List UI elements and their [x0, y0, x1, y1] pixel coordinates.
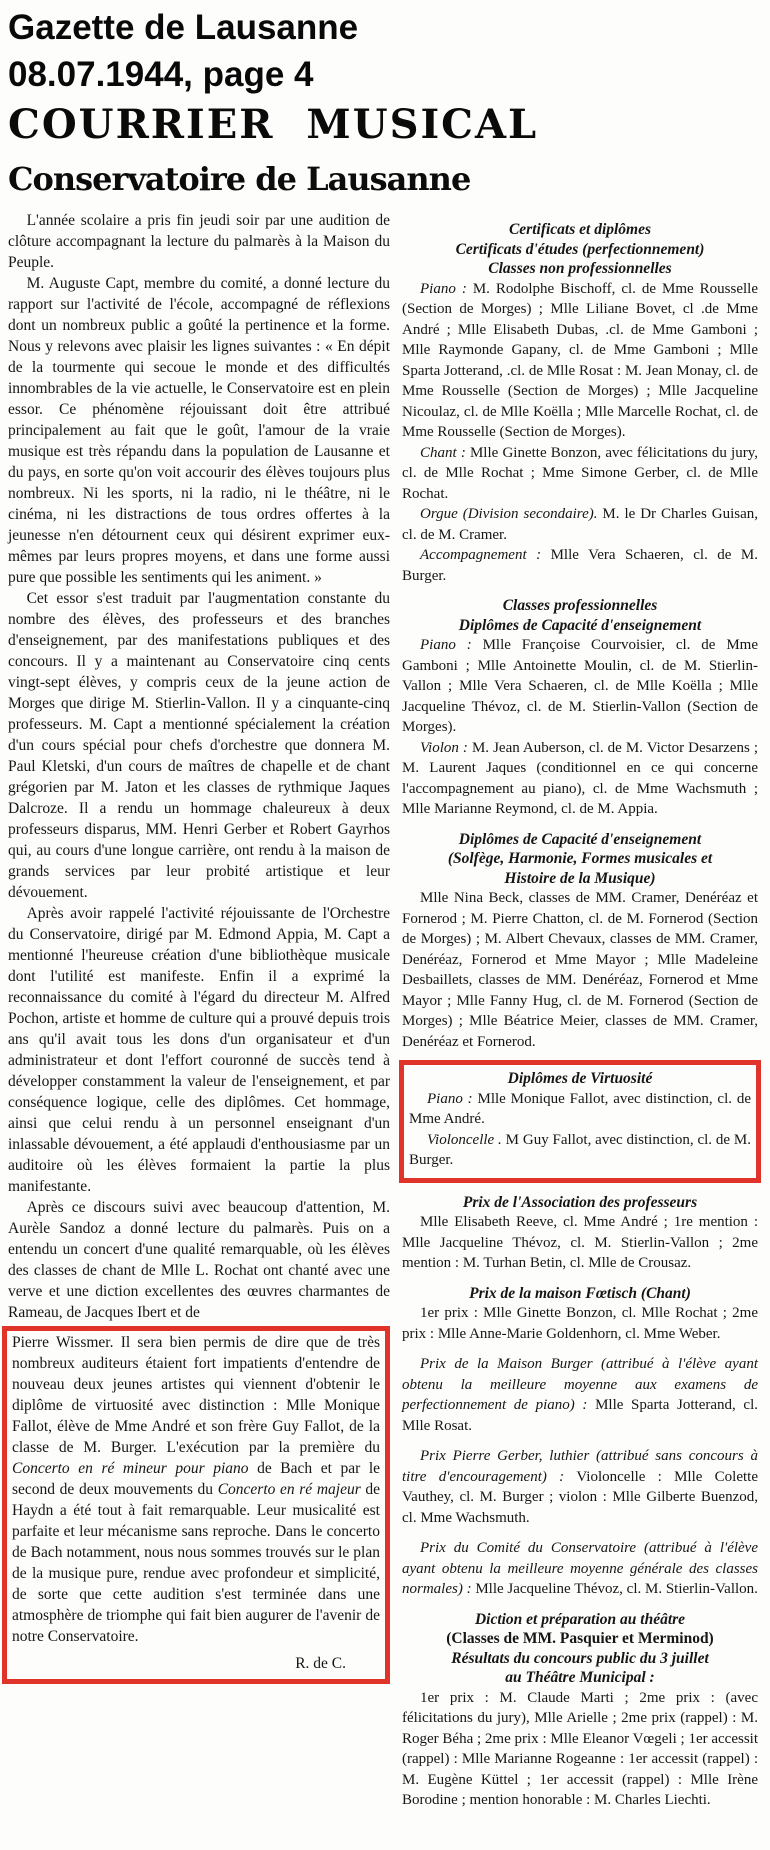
- section-title: COURRIER MUSICAL: [8, 101, 539, 148]
- palmares-entry: Piano : M. Rodolphe Bischoff, cl. de Mme Rousselle (Section de Morges) ; Mlle Liliane Bovet, cl .de Mme André ; Mlle Elisabeth Dubas, .cl. de Mme Gamboni ; Mlle Raymonde Gapany, cl. de Mme Gamboni ; Mlle Sparta Jotterand, .cl. de Mlle Rosat : M. Jean Monay, cl. de Mme Rousselle (Section de Morges) ; Mlle Jacqueline Nicoulaz, cl. de Mlle Koëlla ; Mlle Marcelle Rochat, cl. de Mme Rousselle (Section de Morges).: [402, 280, 759, 440]
- palmares-entry: Prix Pierre Gerber, luthier (attribué sans concours à titre d'encouragement) : Violoncelle : Mlle Colette Vauthey, cl. M. Burger ; violon : Mlle Gilberte Buenzod, cl. Mme Wachsmuth.: [402, 1448, 758, 1526]
- article-columns: [8, 160, 766, 1811]
- section-heading: Diction et préparation au théâtre: [474, 1610, 686, 1628]
- section-heading: (Solfège, Harmonie, Formes musicales et: [447, 850, 713, 867]
- palmares-entry: Piano : Mlle Françoise Courvoisier, cl. de Mme Gamboni ; Mlle Antoinette Moulin, cl. de M. Stierlin-Vallon ; Mlle Vera Schaeren, cl. de Mlle Koëlla ; Mlle Jacqueline Thévoz, cl. de M. Stierlin-Vallon (Section de Morges).: [402, 637, 759, 735]
- section-heading: Diplômes de Capacité d'enseignement: [458, 616, 702, 634]
- right-column: [402, 160, 758, 1811]
- section-heading: Diplômes de Capacité d'enseignement: [458, 830, 702, 848]
- palmares-entry: Piano : Mlle Monique Fallot, avec distinction, cl. de Mme André.: [409, 1090, 751, 1127]
- category-label: Piano :: [427, 1090, 478, 1107]
- category-label: Piano :: [420, 280, 473, 297]
- palmares-section: [409, 1069, 751, 1171]
- section-heading: Prix de la maison Fœtisch (Chant): [469, 1284, 691, 1302]
- work-title: Concerto en ré mineur pour piano: [12, 1460, 249, 1477]
- highlighted-passage-box: [2, 1326, 390, 1684]
- category-label: Prix de la Maison Burger (attribué à l'élève ayant obtenu la meilleure moyenne aux examens de perfectionnement de piano) :: [402, 1356, 758, 1413]
- palmares-entry: Orgue (Division secondaire). M. le Dr Charles Guisan, cl. de M. Cramer.: [402, 506, 758, 543]
- article-paragraph: L'année scolaire a pris fin jeudi soir par une audition de clôture accompagnant la lecture du palmarès à la Maison du Peuple.: [8, 212, 390, 271]
- section-heading: Histoire de la Musique): [504, 869, 656, 887]
- category-label: Prix Pierre Gerber, luthier (attribué sans concours à titre d'encouragement) :: [402, 1448, 758, 1485]
- palmares-section: [402, 1284, 758, 1345]
- category-label: Orgue (Division secondaire).: [420, 506, 603, 522]
- palmares-section: [402, 220, 758, 586]
- source-date-page: 08.07.1944, page 4: [8, 55, 314, 94]
- highlighted-text: Pierre Wissmer. Il sera bien permis de dire que de très nombreux auditeurs étaient fort impatients d'entendre de nouveau deux jeunes artistes qui viennent d'obtenir le diplôme de virtuosité avec distinction : Mlle Monique Fallot, élève de Mme André et son frère Guy Fallot, de la classe de M. Burger. L'exécution par la première du: [12, 1334, 380, 1456]
- section-heading: au Théâtre Municipal :: [505, 1669, 655, 1686]
- palmares-section: [402, 1446, 758, 1528]
- palmares-section: [402, 1193, 758, 1274]
- highlighted-text: de Bach et par le second de deux mouvements du: [12, 1460, 380, 1498]
- article-paragraph: M. Auguste Capt, membre du comité, a donné lecture du rapport sur l'activité de l'école, accompagné de réflexions dont un nombreux public a goûté la pertinence et la forme. Nous y relevons avec plaisir les lignes suivantes : « En dépit de la tourmente qui secoue le monde et des difficultés innombrables de la vie actuelle, le Conservatoire est en plein essor. Ce phénomène réjouissant doit être attribué principalement au fait que le goût, l'amour de la vraie musique est très répandu dans la population de Lausanne et du pays, en sorte qu'on voit accourir des élèves toujours plus nombreux. Ni les sports, ni la radio, ni le théâtre, ni le cinéma, ni les distractions de tous ordres offertes à la jeunesse n'en détournent ceux qui désirent exprimer eux-mêmes par leurs propres moyens, et dans une forme aussi pure que possible les sentiments qui les animent. »: [8, 275, 390, 586]
- article-paragraph: Après avoir rappelé l'activité réjouissante de l'Orchestre du Conservatoire, dirigé par M. Edmond Appia, M. Capt a mentionné l'heureuse création d'une bibliothèque musicale dont l'utilité est manifeste. Enfin il a exprimé la reconnaissance du comité à l'égard du directeur M. Alfred Pochon, artiste et homme de culture qui a prouvé depuis trois ans qu'il avait tous les dons d'un organisateur et d'un administrateur et dont l'effort couronné de succès tend à développer constamment la valeur de l'enseignement, et par conséquence logique, celle des diplômes. Cet hommage, ainsi que celui rendu à un personnel enseignant d'un inlassable dévouement, a été applaudi d'enthousiasme par un auditoire où les élèves formaient la partie la plus manifestante.: [8, 905, 390, 1195]
- category-label: Accompagnement :: [420, 547, 551, 563]
- category-label: Prix du Comité du Conservatoire (attribué à l'élève ayant obtenu la meilleure moyenne générale des classes normales) :: [402, 1540, 758, 1597]
- palmares-entry: Accompagnement : Mlle Vera Schaeren, cl. de M. Burger.: [402, 547, 759, 584]
- palmares-section: [402, 1354, 758, 1436]
- section-heading: Prix de l'Association des professeurs: [462, 1193, 698, 1211]
- category-label: Chant :: [420, 444, 470, 461]
- palmares-entry: Violoncelle . M Guy Fallot, avec distinction, cl. de M. Burger.: [409, 1131, 751, 1168]
- highlighted-paragraph: [12, 1332, 380, 1647]
- palmares-section: [402, 1538, 758, 1600]
- palmares-entry: Prix de la Maison Burger (attribué à l'élève ayant obtenu la meilleure moyenne aux examens de perfectionnement de piano) : Mlle Sparta Jotterand, cl. Mlle Rosat.: [402, 1356, 758, 1434]
- section-heading: Certificats d'études (perfectionnement): [455, 240, 705, 258]
- palmares-entry: Mlle Elisabeth Reeve, cl. Mme André ; 1re mention : Mlle Jacqueline Thévoz, cl. M. Stierlin-Vallon ; 2me mention : M. Turhan Betin, cl. Mlle de Crousaz.: [402, 1214, 758, 1271]
- category-label: Violoncelle .: [427, 1131, 506, 1148]
- palmares-entry: Mlle Nina Beck, classes de MM. Cramer, Denéréaz et Fornerod ; M. Pierre Chatton, cl. de M. Fornerod (Section de Morges) ; M. Albert Chevaux, classes de MM. Cramer, Denéréaz, Fornerod et Mme Mayor ; Mlle Madeleine Desbaillets, classes de MM. Denéréaz, Fornerod et Mme Mayor ; Mlle Fanny Hug, cl. de M. Fornerod (Section de Morges) ; Mlle Béatrice Meier, classes de MM. Cramer, Denéréaz et Fornerod.: [402, 890, 758, 1050]
- source-title: Gazette de Lausanne: [8, 8, 359, 47]
- palmares-entry: 1er prix : Mlle Ginette Bonzon, cl. Mlle Rochat ; 2me prix : Mlle Anne-Marie Goldenhorn, cl. Mme Weber.: [402, 1305, 758, 1342]
- section-heading: Classes professionnelles: [502, 597, 658, 614]
- section-heading: Diplômes de Virtuosité: [507, 1070, 653, 1087]
- palmares-section: [402, 1610, 758, 1811]
- section-heading: (Classes de MM. Pasquier et Merminod): [446, 1630, 714, 1647]
- article-title: Conservatoire de Lausanne: [8, 160, 471, 198]
- highlighted-virtuosity-box: [399, 1060, 761, 1183]
- article-paragraph: Après ce discours suivi avec beaucoup d'attention, M. Aurèle Sandoz a donné lecture du palmarès. Puis on a entendu un concert d'une qualité remarquable, où les élèves des classes de chant de Mlle L. Rochat ont chanté avec une verve et une diction excellentes des œuvres charmantes de Rameau, de Jacques Ibert et de: [8, 1199, 390, 1321]
- palmares-entry: Chant : Mlle Ginette Bonzon, avec félicitations du jury, cl. de Mlle Rochat ; Mme Simone Gerber, cl. de Mlle Rochat.: [402, 444, 758, 502]
- author-signature: R. de C.: [295, 1655, 346, 1672]
- work-title: Concerto en ré majeur: [217, 1481, 361, 1498]
- palmares-section: [402, 830, 758, 1053]
- article-paragraph: Cet essor s'est traduit par l'augmentation constante du nombre des élèves, des professeurs et des branches d'enseignement, par des manifestations publiques et des concours. Il y a maintenant au Conservatoire cinq cents vingt-sept élèves, y compris ceux de la jeune action de Morges que dirige M. Stierlin-Vallon. Il y a cinquante-cinq professeurs. M. Capt a mentionné spécialement la création d'un cours spécial pour chefs d'orchestre que donnera M. Paul Kletski, d'un cours de maîtres de chapelle et de chant grégorien par M. Jaton et les classes de rythmique Jaques Dalcroze. Il a rendu un hommage chaleureux à deux professeurs disparus, MM. Henri Gerber et Robert Gayrhos qui, au cours d'une longue carrière, ont rendu à la maison de grands services par leur probité artistique et leur dévouement.: [8, 590, 390, 901]
- category-label: Piano :: [420, 637, 483, 653]
- palmares-section: [402, 596, 758, 820]
- section-heading: Classes non professionnelles: [488, 260, 672, 277]
- palmares-entry: 1er prix : M. Claude Marti ; 2me prix : (avec félicitations du jury), Mlle Arielle ; 2me prix (rappel) : M. Roger Béha ; 2me prix : Mlle Eleanor Vœgeli ; 1er accessit (rappel) : Mlle Marianne Rogeanne : 1er accessit (rappel) : M. Eugène Küttel ; 1er accessit (rappel) : Mlle Irène Borodine ; mention honorable : M. Charles Liechti.: [402, 1689, 758, 1808]
- page-header: [8, 4, 766, 148]
- article-body-left: [8, 210, 390, 1323]
- section-heading: Certificats et diplômes: [508, 221, 652, 238]
- palmares-entry: Prix du Comité du Conservatoire (attribué à l'élève ayant obtenu la meilleure moyenne générale des classes normales) : Mlle Jacqueline Thévoz, cl. M. Stierlin-Vallon.: [402, 1540, 758, 1597]
- highlighted-text: de Haydn a été tout à fait remarquable. Leur musicalité est parfaite et leur mécanisme sans reproche. Dans le concerto de Bach notamment, nous nous sommes trouvés sur le plan de la musique pure, rendue avec profondeur et simplicité, de sorte que cette audition s'est terminée dans une atmosphère de triomphe qui fait bien augurer de l'avenir de notre Conservatoire.: [12, 1481, 380, 1645]
- section-heading: Résultats du concours public du 3 juillet: [451, 1649, 709, 1667]
- palmares-entry: Violon : M. Jean Auberson, cl. de M. Victor Desarzens ; M. Laurent Jaques (conditionnel en ce qui concerne l'accompagnement au piano), cl. de Mme Wachsmuth ; Mlle Marianne Reymond, cl. de M. Appia.: [402, 739, 758, 817]
- category-label: Violon :: [420, 739, 472, 756]
